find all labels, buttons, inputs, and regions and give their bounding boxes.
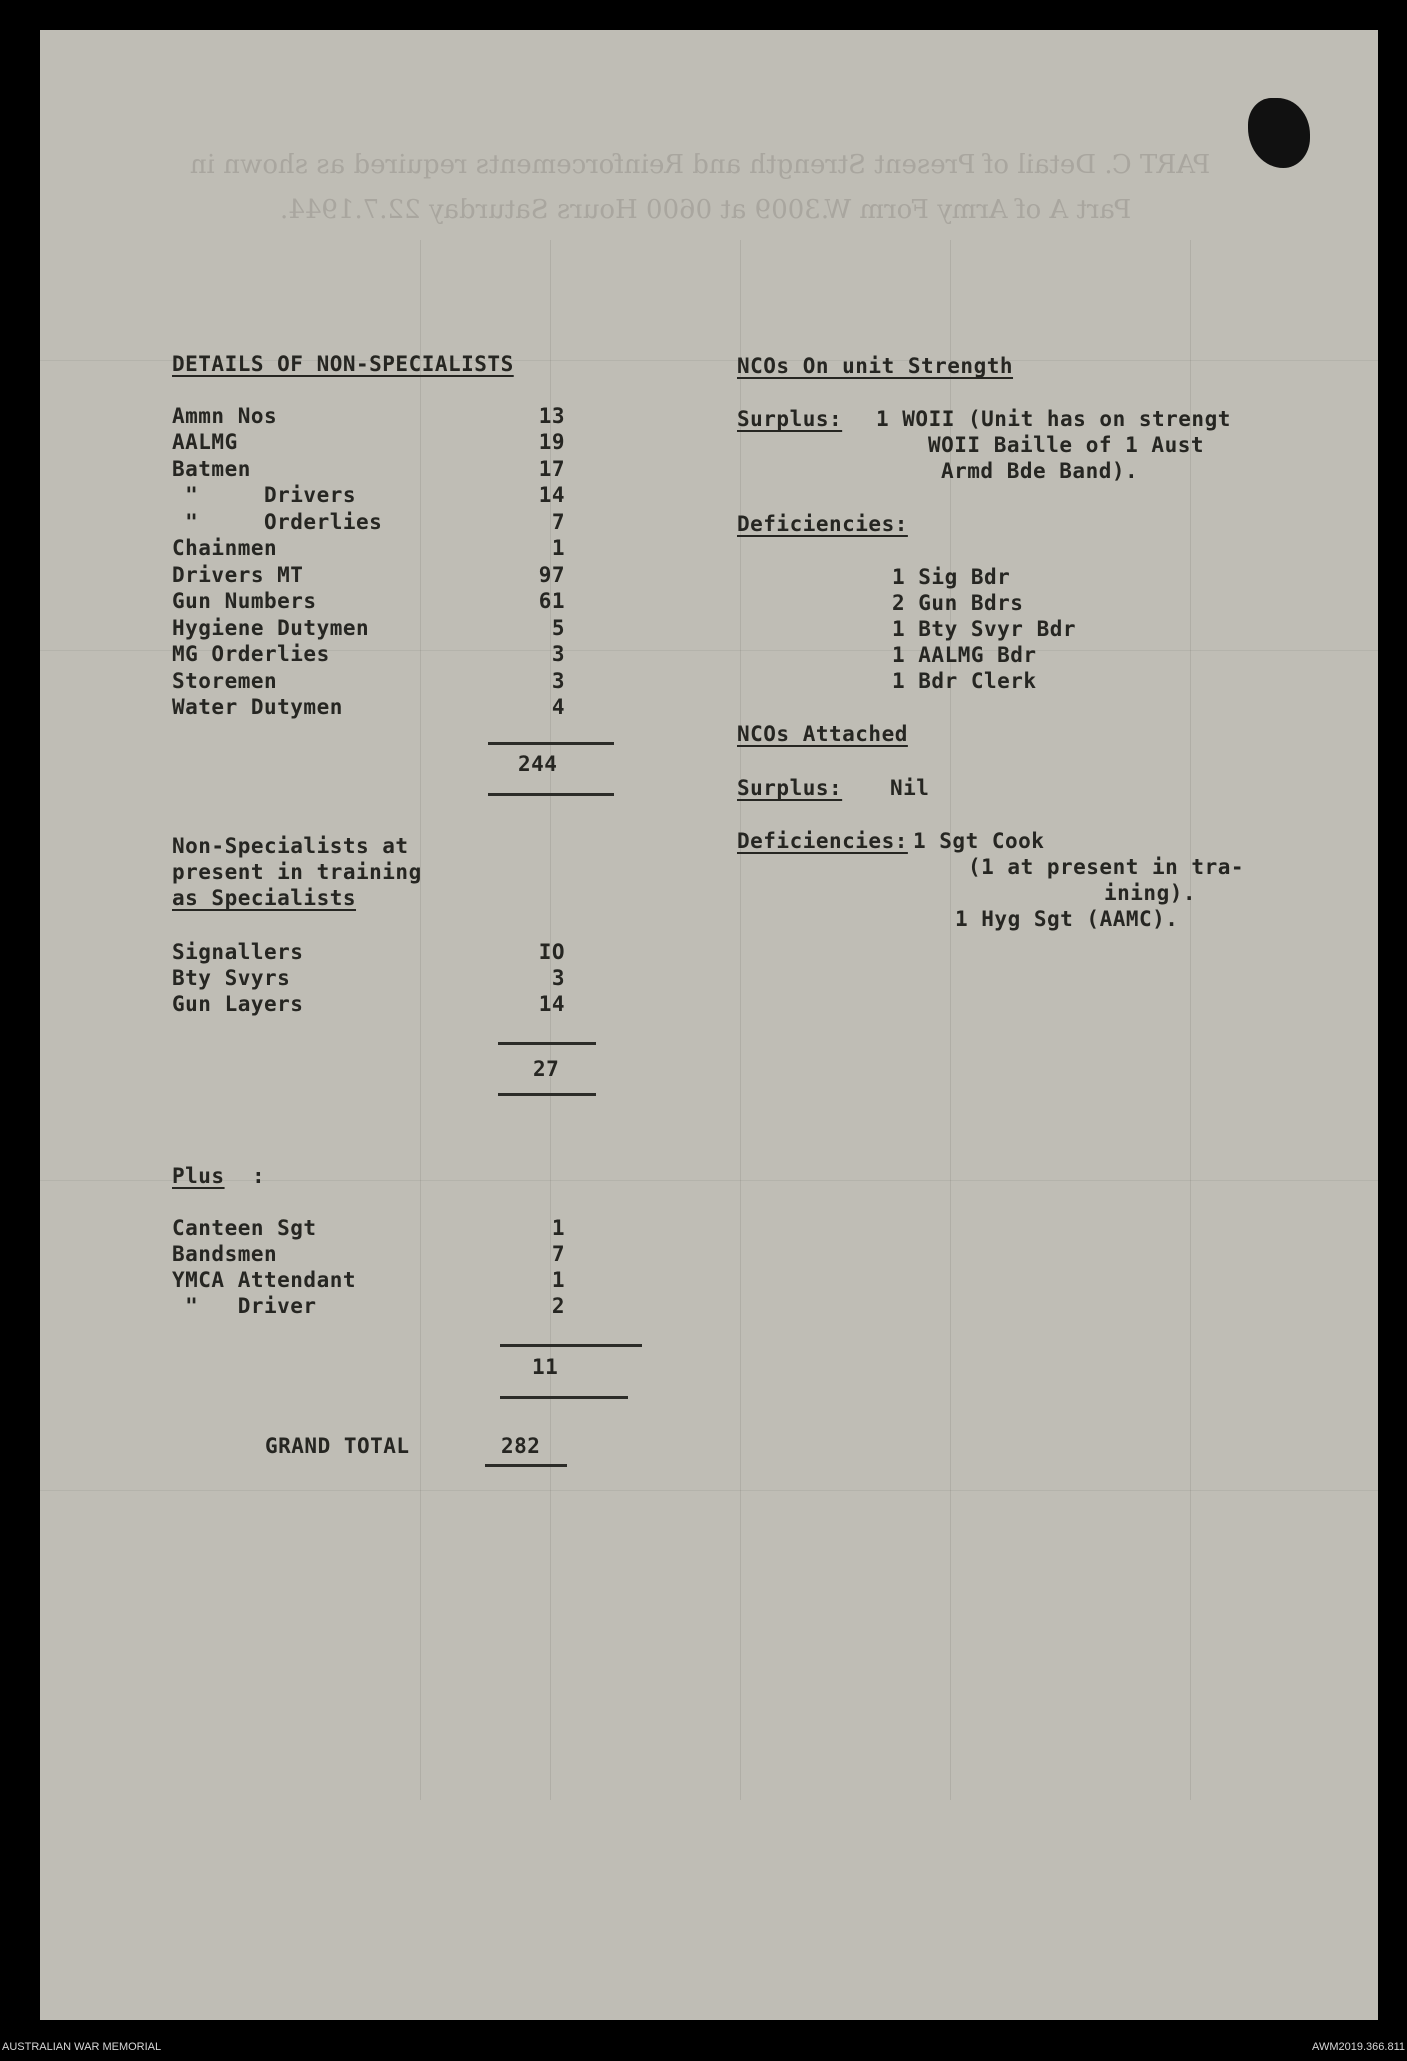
- grand-total-rule: [485, 1464, 567, 1467]
- footer-right: AWM2019.366.811: [1312, 2041, 1405, 2053]
- list-item-value: 1: [551, 1268, 565, 1292]
- list-item-value: 97: [538, 563, 565, 587]
- footer-left: AUSTRALIAN WAR MEMORIAL: [2, 2041, 162, 2053]
- bleed-grid: [40, 1490, 1378, 1491]
- list-item: 1 Sig Bdr: [892, 565, 1011, 589]
- bleed-grid: [1190, 240, 1191, 1800]
- list-item-label: Hygiene Dutymen: [172, 616, 370, 640]
- grand-total-value: 282: [501, 1434, 541, 1458]
- attached-def-line: 1 Sgt Cook: [913, 829, 1045, 853]
- attached-surplus-label: Surplus:: [737, 776, 843, 800]
- total-rule: [498, 1042, 596, 1045]
- attached-def-line: 1 Hyg Sgt (AAMC).: [955, 907, 1179, 931]
- list-item-value: 14: [538, 992, 565, 1016]
- list-item-value: 4: [551, 695, 565, 719]
- list-item-label: Signallers: [172, 940, 304, 964]
- list-item-value: 3: [551, 966, 565, 990]
- list-item-label: " Drivers: [172, 483, 357, 507]
- list-item-label: MG Orderlies: [172, 642, 330, 666]
- list-item-label: Bandsmen: [172, 1242, 278, 1266]
- subtotal-value: 27: [533, 1057, 560, 1081]
- list-item: 1 Bty Svyr Bdr: [892, 617, 1077, 641]
- list-item-value: 17: [538, 457, 565, 481]
- list-item-label: AALMG: [172, 430, 238, 454]
- list-item-label: YMCA Attendant: [172, 1268, 357, 1292]
- surplus-line: 1 WOII (Unit has on strengt: [876, 407, 1231, 431]
- list-item-label: Canteen Sgt: [172, 1216, 317, 1240]
- attached-def-line: (1 at present in tra-: [968, 855, 1245, 879]
- list-item-label: Drivers MT: [172, 563, 304, 587]
- bleed-through-line-1: PART C. Detail of Present Strength and Reinforcements required as shown in: [190, 150, 1211, 180]
- total-rule: [500, 1396, 628, 1399]
- list-item-value: 3: [551, 642, 565, 666]
- training-heading-line: as Specialists: [172, 886, 357, 910]
- bleed-grid: [740, 240, 741, 1800]
- list-item-value: 1: [551, 1216, 565, 1240]
- attached-deficiencies-label: Deficiencies:: [737, 829, 908, 853]
- list-item-value: IO: [538, 940, 565, 964]
- training-heading-line: present in training: [172, 860, 422, 884]
- surplus-label: Surplus:: [737, 407, 843, 431]
- list-item-value: 7: [551, 1242, 565, 1266]
- list-item-value: 7: [551, 510, 565, 534]
- document-page: [40, 30, 1378, 2020]
- list-item-value: 61: [538, 589, 565, 613]
- plus-colon: :: [252, 1164, 266, 1188]
- deficiencies-label: Deficiencies:: [737, 512, 908, 536]
- list-item-label: " Orderlies: [172, 510, 383, 534]
- list-item: 1 AALMG Bdr: [892, 643, 1037, 667]
- list-item-label: Gun Layers: [172, 992, 304, 1016]
- attached-def-line: ining).: [1104, 881, 1197, 905]
- total-rule: [498, 1093, 596, 1096]
- bleed-grid: [40, 1180, 1378, 1181]
- list-item: 1 Bdr Clerk: [892, 669, 1037, 693]
- total-rule: [500, 1344, 642, 1347]
- list-item-label: Ammn Nos: [172, 404, 278, 428]
- torn-hole: [1248, 98, 1310, 168]
- nco-strength-heading: NCOs On unit Strength: [737, 354, 1014, 378]
- plus-heading: Plus: [172, 1164, 225, 1188]
- list-item-label: Bty Svyrs: [172, 966, 291, 990]
- surplus-line: Armd Bde Band).: [941, 459, 1139, 483]
- list-item-label: Batmen: [172, 457, 251, 481]
- total-rule: [488, 742, 614, 745]
- list-item-value: 1: [551, 536, 565, 560]
- surplus-line: WOII Baille of 1 Aust: [928, 433, 1205, 457]
- list-item-label: Chainmen: [172, 536, 278, 560]
- grand-total-label: GRAND TOTAL: [265, 1434, 410, 1458]
- subtotal-value: 11: [532, 1355, 559, 1379]
- list-item: 2 Gun Bdrs: [892, 591, 1024, 615]
- list-item-label: Gun Numbers: [172, 589, 317, 613]
- total-rule: [488, 793, 614, 796]
- attached-surplus-value: Nil: [890, 776, 930, 800]
- list-item-value: 14: [538, 483, 565, 507]
- list-item-value: 13: [538, 404, 565, 428]
- list-item-value: 3: [551, 669, 565, 693]
- list-item-label: Storemen: [172, 669, 278, 693]
- training-heading-line: Non-Specialists at: [172, 834, 409, 858]
- nco-attached-heading: NCOs Attached: [737, 722, 908, 746]
- list-item-value: 5: [551, 616, 565, 640]
- list-item-value: 2: [551, 1294, 565, 1318]
- list-item-label: " Driver: [172, 1294, 317, 1318]
- bleed-grid: [420, 240, 421, 1800]
- non-specialists-heading: DETAILS OF NON-SPECIALISTS: [172, 352, 514, 376]
- list-item-label: Water Dutymen: [172, 695, 343, 719]
- subtotal-value: 244: [518, 752, 558, 776]
- list-item-value: 19: [538, 430, 565, 454]
- bleed-through-line-2: Part A of Army Form W.3009 at 0600 Hours Saturday 22.7.1944.: [280, 195, 1132, 225]
